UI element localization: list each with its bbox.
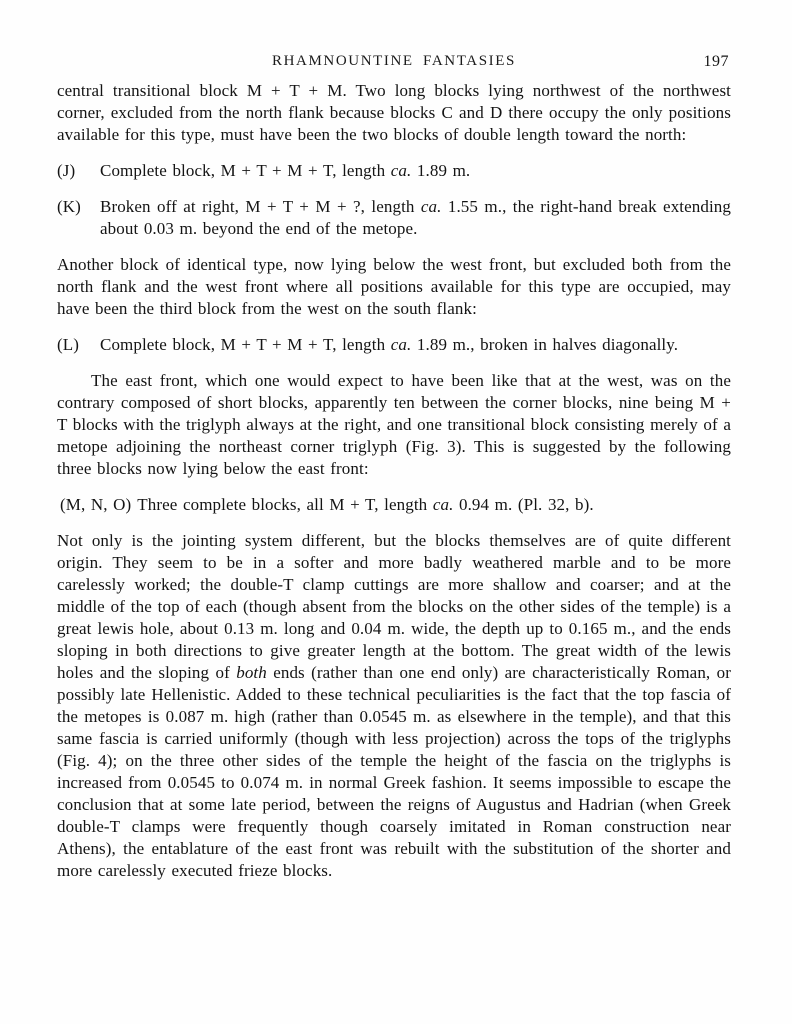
article-body (57, 80, 731, 896)
catalog-item-text: Three complete blocks, all M + T, length ca. 0.94 m. (Pl. 32, b). (137, 495, 594, 514)
catalog-item-label: (J) (57, 161, 76, 180)
page-header (57, 53, 731, 75)
catalog-item-L (57, 334, 731, 356)
paragraph-another-block: Another block of identical type, now lying below the west front, but excluded both from the north flank and the west front where all positions available for this type are occupied, may have been the third block from the west on the south flank: (57, 255, 731, 318)
paragraph-continuation: central transitional block M + T + M. Two long blocks lying northwest of the northwest corner, excluded from the north flank because blocks C and D there occupy the only positions available for this type, must have been the two blocks of double length toward the north: (57, 81, 731, 144)
catalog-item-text: Complete block, M + T + M + T, length ca. 1.89 m., broken in halves diagonally. (100, 335, 679, 354)
catalog-item-label: (K) (57, 197, 81, 216)
page-number: 197 (703, 53, 729, 70)
catalog-item-K (57, 196, 731, 240)
catalog-item-label: (M, N, O) (60, 495, 132, 514)
catalog-item-text: Broken off at right, M + T + M + ?, length ca. 1.55 m., the right-hand break extending about 0.03 m. beyond the end of the metope. (100, 197, 731, 238)
catalog-item-MNO (57, 494, 731, 516)
paragraph-conclusion: Not only is the jointing system different, but the blocks themselves are of quite different origin. They seem to be in a softer and more badly weathered marble and to be more carelessly worked; the double-T clamp cuttings are more shallow and coarser; and at the middle of the top of each (though absent from the blocks on the other sides of the temple) is a great lewis hole, about 0.13 m. long and 0.04 m. wide, the depth up to 0.165 m., and the ends sloping in both directions to give greater length at the bottom. The great width of the lewis holes and the sloping of both ends (rather than one end only) are characteristically Roman, or possibly late Hellenistic. Added to these technical peculiarities is the fact that the top fascia of the metopes is 0.087 m. high (rather than 0.0545 m. as elsewhere in the temple), and that this same fascia is carried uniformly (though with less projection) across the tops of the triglyphs (Fig. 4); on the three other sides of the temple the height of the fascia on the triglyphs is increased from 0.0545 to 0.074 m. in normal Greek fashion. It seems impossible to escape the conclusion that at some late period, between the reigns of Augustus and Hadrian (when Greek double-T clamps were frequently though coarsely imitated in Roman construction near Athens), the entablature of the east front was rebuilt with the substitution of the shorter and more carelessly executed frieze blocks. (57, 531, 731, 880)
paragraph-east-front: The east front, which one would expect to have been like that at the west, was on the contrary composed of short blocks, apparently ten between the corner blocks, nine being M + T blocks with the triglyph always at the right, and one transitional block consisting merely of a metope adjoining the northeast corner triglyph (Fig. 3). This is suggested by the following three blocks now lying below the east front: (57, 371, 731, 478)
running-title: RHAMNOUNTINE FANTASIES (272, 53, 516, 69)
catalog-item-text: Complete block, M + T + M + T, length ca. 1.89 m. (100, 161, 471, 180)
catalog-item-J (57, 160, 731, 182)
catalog-item-label: (L) (57, 335, 80, 354)
